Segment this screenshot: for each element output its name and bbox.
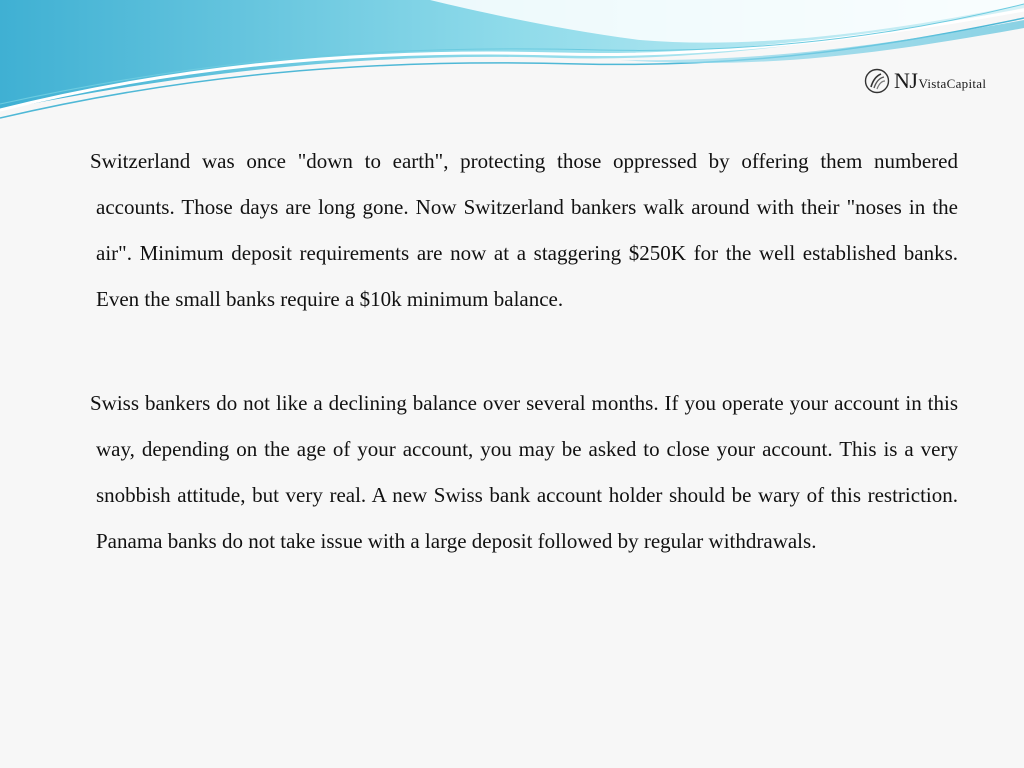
body-paragraph-1: Switzerland was once "down to earth", protecting those oppressed by offering them numbered accounts. Those days are long gone. Now Switzerland bankers walk around with their "noses in the air". Minimum deposit requirements are now at a staggering $250K for the well established banks. Even the small banks require a $10k minimum balance. [90,149,958,311]
nj-vista-capital-emblem-icon [864,68,890,94]
wave-header-decoration [0,0,1024,130]
body-paragraph-2: Swiss bankers do not like a declining balance over several months. If you operate your account in this way, depending on the age of your account, you may be asked to close your account. This is a very snobbish attitude, but very real. A new Swiss bank account holder should be wary of this restriction. Panama banks do not take issue with a large deposit followed by regular withdrawals. [90,391,958,553]
logo-nj-text: NJ [894,68,918,93]
slide-body [90,138,958,564]
logo-vista-capital-text: VistaCapital [918,76,987,91]
company-logo [864,66,986,96]
